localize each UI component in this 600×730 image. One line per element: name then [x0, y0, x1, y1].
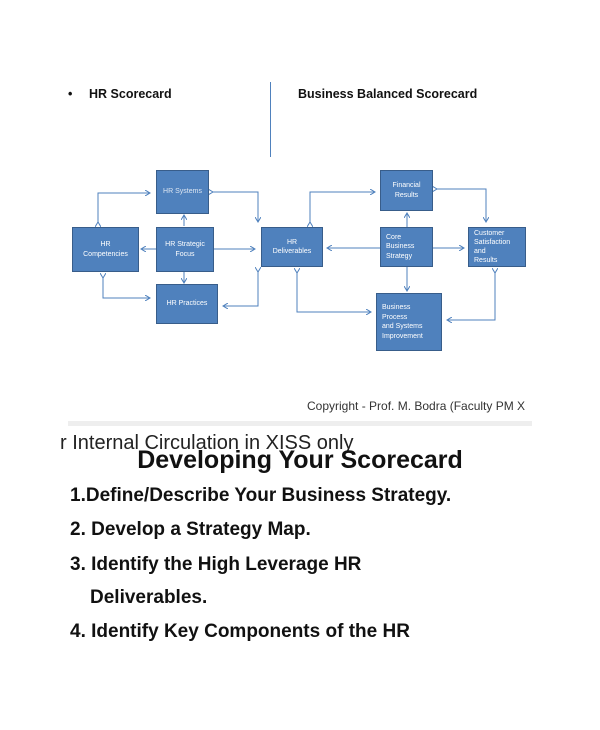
connector	[98, 193, 150, 222]
hr-competencies-box: HR Competencies	[72, 227, 139, 272]
connector	[297, 273, 371, 312]
connector	[223, 272, 258, 306]
step-item: 2. Develop a Strategy Map.	[70, 519, 311, 540]
hr-scorecard-heading: HR Scorecard	[89, 87, 172, 101]
copyright-text: Copyright - Prof. M. Bodra (Faculty PM X	[307, 399, 526, 413]
circulation-note: r Internal Circulation in XISS only	[60, 432, 354, 454]
business-scorecard-heading: Business Balanced Scorecard	[298, 87, 478, 101]
business-process-box: Business Process and Systems Improvement	[376, 293, 442, 351]
hr-systems-box: HR Systems	[156, 170, 209, 214]
connector	[213, 192, 258, 222]
slide-separator	[68, 421, 532, 426]
hr-strategic-focus-box: HR Strategic Focus	[156, 227, 214, 272]
bullet: •	[68, 87, 73, 101]
step-item: 4. Identify Key Components of the HR	[70, 621, 410, 642]
financial-results-box: Financial Results	[380, 170, 433, 211]
hr-practices-box: HR Practices	[156, 284, 218, 324]
connector	[103, 278, 150, 298]
step-item: Deliverables.	[90, 587, 208, 608]
connector	[447, 273, 495, 320]
customer-satisfaction-box: Customer Satisfaction and Results	[468, 227, 526, 267]
connector	[437, 189, 486, 222]
step-item: 1.Define/Describe Your Business Strategy.	[70, 485, 452, 506]
hr-deliverables-box: HR Deliverables	[261, 227, 323, 267]
page-title: Developing Your Scorecard	[137, 446, 463, 474]
connector	[310, 192, 375, 222]
core-business-strategy-box: Core Business Strategy	[380, 227, 433, 267]
step-item: 3. Identify the High Leverage HR	[70, 554, 362, 575]
